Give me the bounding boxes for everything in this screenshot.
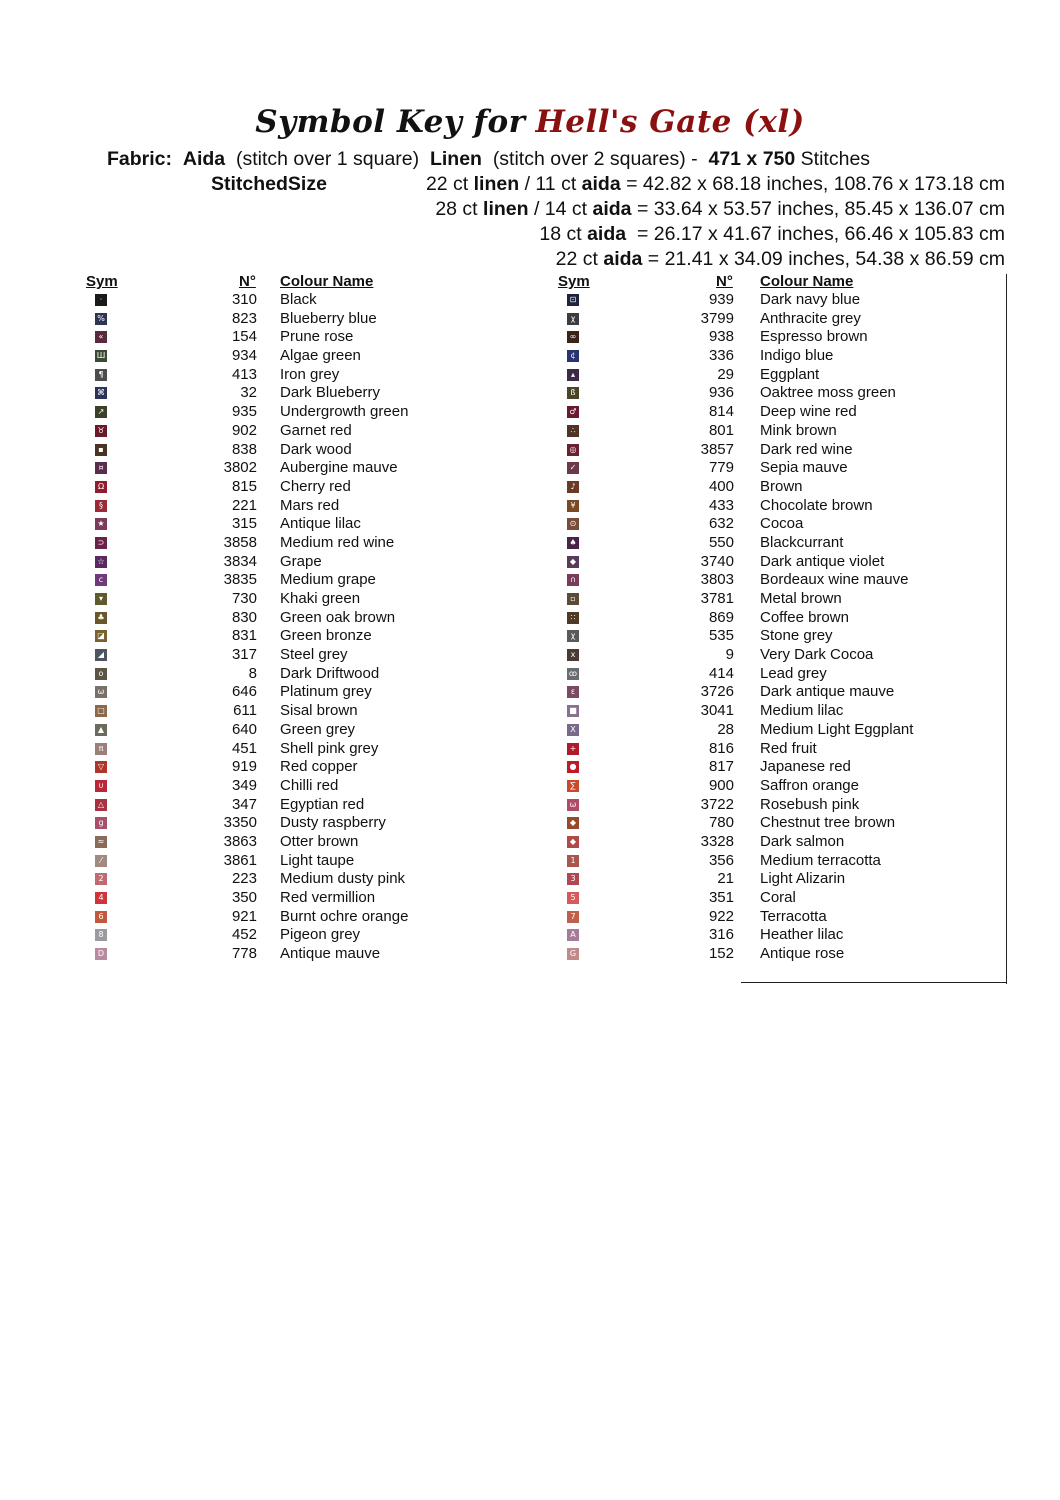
thread-number: 831 bbox=[231, 627, 257, 645]
size-aida: aida bbox=[603, 248, 643, 270]
symbol-swatch: + bbox=[567, 743, 579, 755]
symbol-swatch: ▾ bbox=[95, 593, 107, 605]
symbol-swatch: ∴ bbox=[567, 425, 579, 437]
symbol-swatch: ♠ bbox=[567, 537, 579, 549]
symbol-swatch: ◆ bbox=[567, 556, 579, 568]
symbol-swatch: c bbox=[95, 574, 107, 586]
thread-number: 801 bbox=[708, 421, 734, 439]
right-header-num: N° bbox=[716, 273, 733, 290]
symbol-row bbox=[0, 852, 1060, 871]
size-post: = 33.64 x 53.57 inches, 85.45 x 136.07 cm bbox=[631, 198, 1005, 220]
symbol-swatch: ꝏ bbox=[568, 668, 578, 678]
thread-number: 413 bbox=[231, 365, 257, 383]
thread-number: 3350 bbox=[223, 814, 257, 832]
symbol-swatch: ♪ bbox=[567, 481, 579, 493]
thread-number: 935 bbox=[231, 403, 257, 421]
symbol-swatch: 4 bbox=[95, 892, 107, 904]
colour-name: Stone grey bbox=[760, 627, 833, 645]
symbol-swatch: 7 bbox=[567, 911, 579, 923]
thread-number: 823 bbox=[231, 309, 257, 327]
thread-number: 779 bbox=[708, 459, 734, 477]
colour-name: Very Dark Cocoa bbox=[760, 646, 874, 664]
colour-name: Black bbox=[280, 291, 317, 308]
size-pre: 18 ct bbox=[539, 223, 588, 245]
colour-name: Sepia mauve bbox=[760, 459, 848, 477]
colour-name: Brown bbox=[760, 477, 803, 495]
size-mid: / 11 ct bbox=[519, 173, 582, 195]
page-title bbox=[0, 104, 1060, 140]
left-header-num: N° bbox=[239, 273, 256, 290]
title-prefix: Symbol Key for bbox=[255, 104, 526, 140]
symbol-row bbox=[0, 627, 1060, 646]
symbol-swatch: 8 bbox=[95, 929, 107, 941]
size-line-1 bbox=[426, 172, 1005, 196]
linen-note: (stitch over 2 squares) - bbox=[492, 148, 698, 170]
stitch-count: 471 x 750 bbox=[708, 148, 796, 170]
right-symbol-list bbox=[0, 291, 1060, 964]
colour-name: Medium red wine bbox=[280, 533, 395, 551]
colour-name: Green grey bbox=[280, 720, 356, 738]
thread-number: 356 bbox=[708, 851, 734, 869]
fabric-line bbox=[107, 147, 870, 171]
symbol-row bbox=[0, 366, 1060, 385]
symbol-swatch: Ш bbox=[96, 351, 106, 361]
thread-number: 310 bbox=[231, 291, 257, 308]
colour-name: Mink brown bbox=[760, 421, 837, 439]
symbol-swatch: χ bbox=[567, 630, 579, 642]
colour-name: Light taupe bbox=[280, 851, 355, 869]
thread-number: 535 bbox=[708, 627, 734, 645]
symbol-row bbox=[0, 740, 1060, 759]
symbol-swatch: Ω bbox=[95, 481, 107, 493]
symbol-swatch: ε bbox=[567, 686, 579, 698]
symbol-row bbox=[0, 459, 1060, 478]
symbol-swatch: A bbox=[567, 929, 579, 941]
colour-name: Burnt ochre orange bbox=[280, 907, 409, 925]
colour-name: Red copper bbox=[280, 758, 358, 776]
symbol-row bbox=[0, 534, 1060, 553]
thread-number: 869 bbox=[708, 608, 734, 626]
aida-note: (stitch over 1 square) bbox=[235, 148, 420, 170]
colour-name: Espresso brown bbox=[760, 328, 868, 346]
symbol-swatch: · bbox=[95, 294, 107, 306]
symbol-swatch: ■ bbox=[567, 705, 579, 717]
thread-number: 351 bbox=[708, 889, 734, 906]
thread-number: 221 bbox=[231, 496, 257, 514]
right-header-sym: Sym bbox=[558, 273, 590, 290]
symbol-swatch: ∩ bbox=[567, 574, 579, 586]
symbol-swatch: ☆ bbox=[95, 556, 107, 568]
colour-name: Medium terracotta bbox=[760, 851, 881, 869]
symbol-swatch: ★ bbox=[95, 518, 107, 530]
colour-name: Dark antique violet bbox=[760, 552, 885, 570]
size-pre: 22 ct bbox=[555, 248, 604, 270]
thread-number: 347 bbox=[231, 795, 257, 813]
thread-number: 349 bbox=[231, 776, 257, 794]
right-header-name: Colour Name bbox=[760, 273, 854, 290]
colour-name: Light Alizarin bbox=[760, 870, 846, 888]
thread-number: 3857 bbox=[700, 440, 734, 458]
symbol-row bbox=[0, 908, 1060, 927]
symbol-swatch: ∷ bbox=[567, 612, 579, 624]
colour-name: Red fruit bbox=[760, 739, 817, 757]
symbol-row bbox=[0, 646, 1060, 665]
thread-number: 29 bbox=[717, 365, 734, 383]
size-aida: aida bbox=[592, 198, 632, 220]
symbol-swatch: ♉ bbox=[95, 425, 107, 437]
colour-name: Algae green bbox=[280, 347, 361, 365]
colour-name: Deep wine red bbox=[760, 403, 857, 421]
thread-number: 900 bbox=[708, 776, 734, 794]
colour-name: Shell pink grey bbox=[280, 739, 379, 757]
thread-number: 400 bbox=[708, 477, 734, 495]
symbol-row bbox=[0, 683, 1060, 702]
colour-name: Dusty raspberry bbox=[280, 814, 386, 832]
symbol-swatch: ▽ bbox=[95, 761, 107, 773]
colour-name: Lead grey bbox=[760, 664, 827, 682]
size-linen: linen bbox=[473, 173, 520, 195]
thread-number: 780 bbox=[708, 814, 734, 832]
size-pre: 22 ct bbox=[425, 173, 474, 195]
thread-number: 934 bbox=[231, 347, 257, 365]
symbol-row bbox=[0, 926, 1060, 945]
thread-number: 3799 bbox=[700, 309, 734, 327]
thread-number: 317 bbox=[231, 646, 257, 664]
symbol-row bbox=[0, 870, 1060, 889]
thread-number: 816 bbox=[708, 739, 734, 757]
colour-name: Heather lilac bbox=[760, 926, 844, 944]
symbol-swatch: ∑ bbox=[567, 780, 579, 792]
symbol-swatch: ⊙ bbox=[567, 518, 579, 530]
symbol-swatch: « bbox=[95, 331, 107, 343]
thread-number: 902 bbox=[231, 421, 257, 439]
thread-number: 778 bbox=[231, 945, 257, 963]
colour-name: Chilli red bbox=[280, 776, 339, 794]
size-post: = 42.82 x 68.18 inches, 108.76 x 173.18 cm bbox=[620, 173, 1005, 195]
left-header-name: Colour Name bbox=[280, 273, 374, 290]
symbol-row bbox=[0, 347, 1060, 366]
thread-number: 632 bbox=[708, 515, 734, 533]
size-aida: aida bbox=[587, 223, 627, 245]
thread-number: 3781 bbox=[700, 590, 734, 607]
symbol-row bbox=[0, 328, 1060, 347]
symbol-swatch: ▲ bbox=[95, 724, 107, 736]
symbol-swatch: ◆ bbox=[567, 817, 579, 829]
colour-name: Coral bbox=[760, 889, 796, 906]
size-post: = 26.17 x 41.67 inches, 66.46 x 105.83 cm bbox=[626, 223, 1005, 245]
symbol-swatch: 5 bbox=[567, 892, 579, 904]
symbol-row bbox=[0, 291, 1060, 310]
symbol-swatch: ↗ bbox=[95, 406, 107, 418]
symbol-swatch: ¥ bbox=[567, 500, 579, 512]
thread-number: 3740 bbox=[700, 552, 734, 570]
symbol-swatch: ω bbox=[95, 686, 107, 698]
size-pre: 28 ct bbox=[435, 198, 484, 220]
symbol-swatch: π bbox=[95, 743, 107, 755]
colour-name: Terracotta bbox=[760, 907, 827, 925]
colour-name: Antique mauve bbox=[280, 945, 381, 963]
colour-name: Medium lilac bbox=[760, 702, 844, 720]
symbol-swatch: ω bbox=[567, 799, 579, 811]
thread-number: 550 bbox=[708, 533, 734, 551]
colour-name: Aubergine mauve bbox=[280, 459, 398, 477]
thread-number: 8 bbox=[248, 664, 257, 682]
symbol-row bbox=[0, 777, 1060, 796]
colour-name: Cocoa bbox=[760, 515, 804, 533]
size-post: = 21.41 x 34.09 inches, 54.38 x 86.59 cm bbox=[642, 248, 1005, 270]
size-mid: / 14 ct bbox=[528, 198, 593, 220]
symbol-swatch: ⌘ bbox=[97, 388, 105, 398]
colour-name: Dark Blueberry bbox=[280, 384, 381, 402]
colour-name: Pigeon grey bbox=[280, 926, 361, 944]
symbol-row bbox=[0, 590, 1060, 609]
thread-number: 936 bbox=[708, 384, 734, 402]
colour-name: Oaktree moss green bbox=[760, 384, 896, 402]
symbol-swatch: ∪ bbox=[95, 780, 107, 792]
colour-name: Blueberry blue bbox=[280, 309, 377, 327]
thread-number: 433 bbox=[708, 496, 734, 514]
symbol-swatch: x bbox=[567, 649, 579, 661]
thread-number: 938 bbox=[708, 328, 734, 346]
thread-number: 32 bbox=[240, 384, 257, 402]
colour-name: Egyptian red bbox=[280, 795, 365, 813]
symbol-swatch: ✓ bbox=[567, 462, 579, 474]
symbol-swatch: χ bbox=[567, 313, 579, 325]
colour-name: Prune rose bbox=[280, 328, 354, 346]
thread-number: 9 bbox=[725, 646, 734, 664]
symbol-row bbox=[0, 721, 1060, 740]
symbol-row bbox=[0, 702, 1060, 721]
colour-name: Eggplant bbox=[760, 365, 820, 383]
colour-name: Chocolate brown bbox=[760, 496, 873, 514]
colour-name: Metal brown bbox=[760, 590, 842, 607]
size-linen: linen bbox=[483, 198, 529, 220]
thread-number: 730 bbox=[231, 590, 257, 607]
thread-number: 3802 bbox=[223, 459, 257, 477]
symbol-swatch: D bbox=[95, 948, 107, 960]
linen-label: Linen bbox=[429, 148, 482, 170]
thread-number: 939 bbox=[708, 291, 734, 308]
thread-number: 3726 bbox=[700, 683, 734, 701]
colour-name: Red vermillion bbox=[280, 889, 376, 906]
thread-number: 3861 bbox=[223, 851, 257, 869]
colour-name: Antique rose bbox=[760, 945, 845, 963]
colour-name: Dark wood bbox=[280, 440, 352, 458]
symbol-row bbox=[0, 609, 1060, 628]
thread-number: 3328 bbox=[700, 832, 734, 850]
symbol-row bbox=[0, 441, 1060, 460]
colour-name: Dark salmon bbox=[760, 832, 845, 850]
colour-name: Dark red wine bbox=[760, 440, 853, 458]
symbol-row bbox=[0, 497, 1060, 516]
colour-name: Medium grape bbox=[280, 571, 376, 589]
colour-name: Iron grey bbox=[280, 365, 340, 383]
colour-name: Dark navy blue bbox=[760, 291, 861, 308]
symbol-swatch: ● bbox=[567, 761, 579, 773]
symbol-row bbox=[0, 515, 1060, 534]
symbol-swatch: ⊃ bbox=[95, 537, 107, 549]
colour-name: Medium Light Eggplant bbox=[760, 720, 914, 738]
stitched-size-label: StitchedSize bbox=[211, 173, 327, 195]
symbol-swatch: ß bbox=[567, 387, 579, 399]
thread-number: 815 bbox=[231, 477, 257, 495]
thread-number: 838 bbox=[231, 440, 257, 458]
symbol-swatch: ⊡ bbox=[567, 294, 579, 306]
symbol-swatch: 3 bbox=[567, 873, 579, 885]
colour-name: Mars red bbox=[280, 496, 340, 514]
colour-name: Sisal brown bbox=[280, 702, 358, 720]
symbol-row bbox=[0, 945, 1060, 964]
symbol-row bbox=[0, 553, 1060, 572]
colour-name: Green bronze bbox=[280, 627, 372, 645]
symbol-swatch: o bbox=[95, 668, 107, 680]
aida-label: Aida bbox=[182, 148, 226, 170]
symbol-swatch: ◎ bbox=[567, 444, 579, 456]
colour-name: Dark antique mauve bbox=[760, 683, 895, 701]
symbol-swatch: g bbox=[95, 817, 107, 829]
thread-number: 3835 bbox=[223, 571, 257, 589]
thread-number: 640 bbox=[231, 720, 257, 738]
size-aida: aida bbox=[581, 173, 621, 195]
colour-name: Anthracite grey bbox=[760, 309, 861, 327]
symbol-row bbox=[0, 571, 1060, 590]
symbol-swatch: ◆ bbox=[567, 836, 579, 848]
thread-number: 646 bbox=[231, 683, 257, 701]
left-header-sym: Sym bbox=[86, 273, 118, 290]
symbol-row bbox=[0, 310, 1060, 329]
thread-number: 922 bbox=[708, 907, 734, 925]
colour-name: Steel grey bbox=[280, 646, 348, 664]
symbol-row bbox=[0, 796, 1060, 815]
thread-number: 316 bbox=[708, 926, 734, 944]
symbol-swatch: ▪ bbox=[95, 444, 107, 456]
symbol-swatch: § bbox=[95, 500, 107, 512]
symbol-row bbox=[0, 403, 1060, 422]
symbol-row bbox=[0, 478, 1060, 497]
thread-number: 921 bbox=[231, 907, 257, 925]
colour-name: Garnet red bbox=[280, 421, 352, 439]
thread-number: 3863 bbox=[223, 832, 257, 850]
symbol-swatch: ♂ bbox=[567, 406, 579, 418]
thread-number: 919 bbox=[231, 758, 257, 776]
thread-number: 3803 bbox=[700, 571, 734, 589]
table-bottom-border bbox=[741, 982, 1007, 983]
symbol-row bbox=[0, 665, 1060, 684]
symbol-row bbox=[0, 833, 1060, 852]
colour-name: Medium dusty pink bbox=[280, 870, 406, 888]
size-line-4 bbox=[556, 247, 1005, 271]
table-right-border bbox=[1006, 274, 1007, 984]
thread-number: 154 bbox=[231, 328, 257, 346]
thread-number: 814 bbox=[708, 403, 734, 421]
thread-number: 223 bbox=[231, 870, 257, 888]
symbol-row bbox=[0, 422, 1060, 441]
thread-number: 336 bbox=[708, 347, 734, 365]
thread-number: 817 bbox=[708, 758, 734, 776]
symbol-swatch: ≈ bbox=[95, 836, 107, 848]
thread-number: 414 bbox=[708, 664, 734, 682]
symbol-swatch: G bbox=[567, 948, 579, 960]
colour-name: Green oak brown bbox=[280, 608, 396, 626]
size-line-3 bbox=[539, 222, 1005, 246]
colour-name: Platinum grey bbox=[280, 683, 372, 701]
colour-name: Grape bbox=[280, 552, 322, 570]
colour-name: Indigo blue bbox=[760, 347, 834, 365]
thread-number: 350 bbox=[231, 889, 257, 906]
symbol-swatch: □ bbox=[95, 705, 107, 717]
symbol-swatch: ¶ bbox=[95, 369, 107, 381]
colour-name: Otter brown bbox=[280, 832, 359, 850]
symbol-swatch: ¢ bbox=[567, 350, 579, 362]
colour-name: Bordeaux wine mauve bbox=[760, 571, 909, 589]
fabric-label: Fabric: bbox=[107, 148, 173, 170]
colour-name: Coffee brown bbox=[760, 608, 849, 626]
symbol-row bbox=[0, 758, 1060, 777]
thread-number: 611 bbox=[233, 702, 257, 720]
symbol-swatch: ▫ bbox=[567, 593, 579, 605]
symbol-swatch: % bbox=[95, 313, 107, 325]
thread-number: 830 bbox=[231, 608, 257, 626]
size-line-2 bbox=[435, 197, 1005, 221]
symbol-row bbox=[0, 384, 1060, 403]
symbol-swatch: ⁄ bbox=[95, 855, 107, 867]
thread-number: 21 bbox=[717, 870, 734, 888]
symbol-swatch: ∞ bbox=[567, 331, 579, 343]
symbol-swatch: 2 bbox=[95, 873, 107, 885]
symbol-row bbox=[0, 889, 1060, 908]
colour-name: Khaki green bbox=[280, 590, 361, 607]
symbol-swatch: ▴ bbox=[567, 369, 579, 381]
symbol-swatch: ◪ bbox=[95, 630, 107, 642]
symbol-swatch: ¤ bbox=[95, 462, 107, 474]
symbol-swatch: X bbox=[567, 724, 579, 736]
thread-number: 315 bbox=[231, 515, 257, 533]
stitches-word: Stitches bbox=[800, 148, 871, 170]
pattern-name: Hell's Gate (xl) bbox=[535, 104, 805, 140]
symbol-swatch: 6 bbox=[95, 911, 107, 923]
colour-name: Antique lilac bbox=[280, 515, 361, 533]
thread-number: 3041 bbox=[700, 702, 734, 720]
thread-number: 452 bbox=[231, 926, 257, 944]
thread-number: 3858 bbox=[223, 533, 257, 551]
thread-number: 28 bbox=[717, 720, 734, 738]
symbol-swatch: △ bbox=[95, 799, 107, 811]
colour-name: Rosebush pink bbox=[760, 795, 860, 813]
colour-name: Chestnut tree brown bbox=[760, 814, 896, 832]
colour-name: Japanese red bbox=[760, 758, 851, 776]
colour-name: Saffron orange bbox=[760, 776, 859, 794]
symbol-row bbox=[0, 814, 1060, 833]
symbol-swatch: ◢ bbox=[95, 649, 107, 661]
colour-name: Undergrowth green bbox=[280, 403, 409, 421]
thread-number: 3834 bbox=[223, 552, 257, 570]
symbol-swatch: 1 bbox=[567, 855, 579, 867]
colour-name: Blackcurrant bbox=[760, 533, 844, 551]
colour-name: Cherry red bbox=[280, 477, 351, 495]
colour-name: Dark Driftwood bbox=[280, 664, 380, 682]
symbol-swatch: ♣ bbox=[95, 612, 107, 624]
thread-number: 152 bbox=[708, 945, 734, 963]
thread-number: 451 bbox=[231, 739, 257, 757]
thread-number: 3722 bbox=[700, 795, 734, 813]
